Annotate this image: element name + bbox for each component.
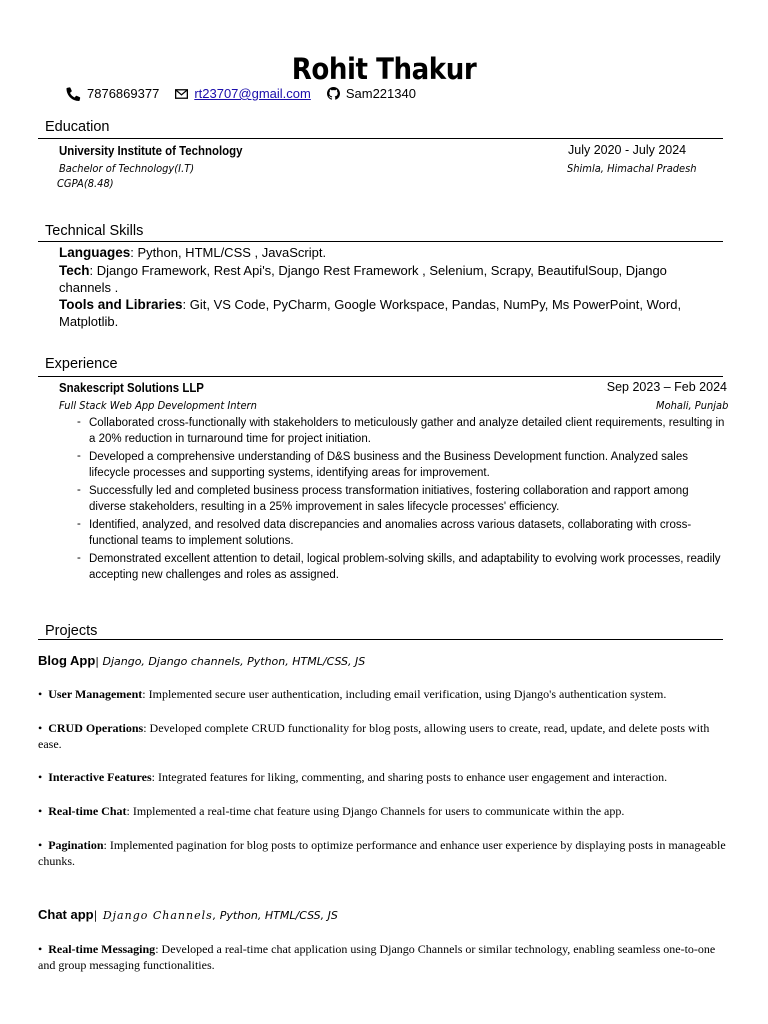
skills-heading: Technical Skills (45, 223, 144, 239)
item-text: : Developed complete CRUD functionality for blog posts, allowing users to create, read, update, and delete posts with ease. (38, 721, 710, 751)
phone-number: 7876869377 (87, 86, 160, 101)
github-contact[interactable] (327, 86, 416, 101)
contact-bar (66, 86, 432, 101)
item-text: : Developed a real-time chat application using Django Channels or similar technology, enabling seamless one-to-one and group messaging functionalities. (38, 942, 716, 972)
list-item: - Successfully led and completed business process transformation initiatives, fostering collaboration and rapport among diverse stakeholders, resulting in a 25% improvement in sales lifecycle processes' efficiency. (76, 484, 726, 515)
envelope-icon (175, 89, 188, 99)
phone-icon (66, 87, 81, 101)
chat-app-name: Chat app (38, 907, 94, 922)
experience-heading: Experience (45, 356, 118, 372)
list-item: - Identified, analyzed, and resolved data discrepancies and anomalies across various datasets, collaborating with cross-functional teams to implement solutions. (76, 518, 726, 549)
list-item (38, 838, 733, 869)
item-text: : Implemented pagination for blog posts to optimize performance and enhance user experience by displaying posts in manageable chunks. (38, 838, 726, 868)
item-text: : Integrated features for liking, commenting, and sharing posts to enhance user engagement and interaction. (151, 770, 668, 784)
blog-app-name: Blog App (38, 653, 96, 668)
experience-bullets (76, 416, 726, 586)
skills-divider (38, 241, 723, 242)
resume-name: Rohit Thakur (291, 52, 477, 86)
skill-tech-label: Tech (59, 263, 90, 278)
list-item (38, 687, 733, 703)
list-item: - Collaborated cross-functionally with stakeholders to meticulously gather and analyze detailed client requirements, resulting in a 20% reduction in turnaround time for project initiation. (76, 416, 726, 447)
item-label: Pagination (48, 838, 104, 852)
skill-tech-text: : Django Framework, Rest Api's, Django Rest Framework , Selenium, Scrapy, BeautifulSoup, Django channels . (59, 263, 667, 295)
bullet-icon: • (38, 770, 43, 784)
chat-app-tech-secondary: , Python, HTML/CSS, JS (212, 909, 338, 922)
list-item (38, 721, 733, 752)
chat-app-tech-primary: | Django Channels (93, 909, 213, 922)
projects-divider (38, 639, 723, 640)
list-item (38, 804, 733, 820)
education-dates: July 2020 - July 2024 (568, 143, 687, 157)
education-divider (38, 138, 723, 139)
github-icon (327, 87, 340, 100)
item-text: : Implemented secure user authentication, including email verification, using Django's authentication system. (142, 687, 667, 701)
list-item: - Demonstrated excellent attention to detail, logical problem-solving skills, and adaptability to evolving work processes, readily accepting new challenges and roles as assigned. (76, 552, 726, 583)
bullet-icon: • (38, 804, 43, 818)
bullet-icon: • (38, 687, 43, 701)
blog-app-tech: | Django, Django channels, Python, HTML/CSS, JS (95, 655, 366, 668)
item-label: User Management (48, 687, 143, 701)
list-item: - Developed a comprehensive understanding of D&S business and the Business Development function. Analyzed sales lifecycle processes and supporting systems, identifying areas for improvement. (76, 450, 726, 481)
item-label: CRUD Operations (48, 721, 144, 735)
email-contact[interactable] (175, 86, 311, 101)
skill-tech (59, 263, 719, 296)
bullet-icon: • (38, 721, 43, 735)
degree: Bachelor of Technology(I.T) (59, 162, 195, 175)
education-location: Shimla, Himachal Pradesh (567, 162, 697, 175)
experience-divider (38, 376, 723, 377)
chat-app-title (38, 907, 338, 922)
item-label: Real-time Messaging (48, 942, 156, 956)
skill-languages-label: Languages (59, 245, 131, 260)
skill-languages-text: : Python, HTML/CSS , JavaScript. (130, 245, 327, 260)
skill-tools-label: Tools and Libraries (59, 297, 183, 312)
cgpa: CGPA(8.48) (57, 177, 114, 190)
phone-contact[interactable] (66, 86, 159, 101)
company-name: Snakescript Solutions LLP (59, 380, 204, 395)
institution-name: University Institute of Technology (59, 143, 243, 158)
email-link[interactable]: rt23707@gmail.com (194, 86, 311, 101)
bullet-icon: • (38, 838, 43, 852)
skill-tools-text: : Git, VS Code, PyCharm, Google Workspace, Pandas, NumPy, Ms PowerPoint, Word, Matplotlib. (59, 297, 682, 329)
education-heading: Education (45, 119, 110, 135)
item-label: Interactive Features (48, 770, 152, 784)
projects-heading: Projects (45, 623, 98, 639)
job-location: Mohali, Punjab (655, 399, 728, 412)
list-item (38, 770, 733, 786)
skill-tools (59, 297, 719, 330)
list-item (38, 942, 733, 973)
blog-app-title (38, 653, 365, 668)
item-text: : Implemented a real-time chat feature using Django Channels for users to communicate within the app. (126, 804, 625, 818)
skill-languages (59, 245, 719, 262)
item-label: Real-time Chat (48, 804, 127, 818)
job-role: Full Stack Web App Development Intern (59, 399, 257, 412)
github-username: Sam221340 (345, 86, 416, 101)
experience-dates: Sep 2023 – Feb 2024 (606, 380, 727, 394)
bullet-icon: • (38, 942, 43, 956)
